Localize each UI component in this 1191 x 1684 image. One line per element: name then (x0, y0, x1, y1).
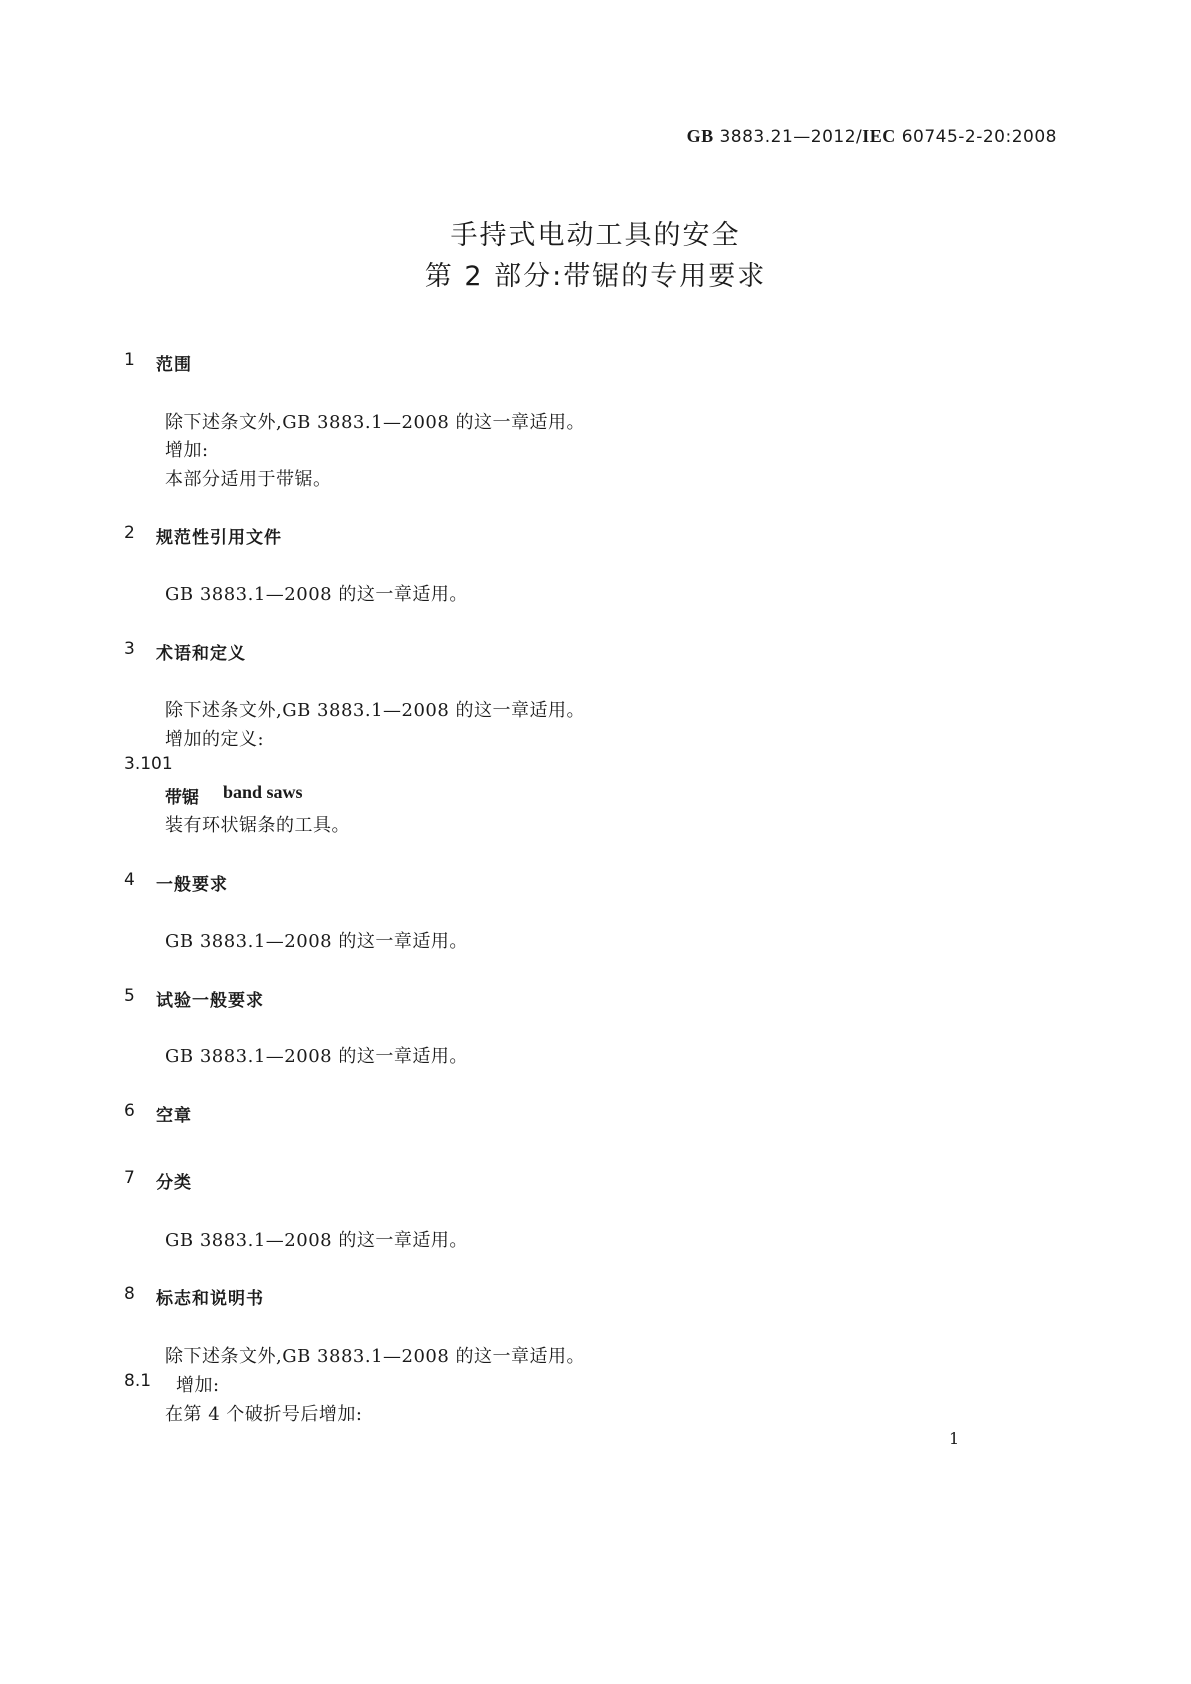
section-heading: 分类 (156, 1173, 192, 1193)
standard-prefix-gb: GB (686, 126, 714, 146)
paragraph: 除下述条文外,GB 3883.1—2008 的这一章适用。 (165, 412, 586, 433)
section-number: 1 (124, 350, 135, 370)
subclause-number: 8.1 (124, 1371, 152, 1391)
section-heading: 空章 (156, 1106, 192, 1126)
standard-suffix: 60745-2-20:2008 (901, 127, 1057, 147)
paragraph: GB 3883.1—2008 的这一章适用。 (165, 584, 468, 605)
standard-main: 3883.21—2012/ (719, 127, 863, 147)
section-number: 6 (124, 1101, 135, 1121)
term-definition: 装有环状锯条的工具。 (165, 815, 350, 836)
section-number: 7 (124, 1168, 135, 1188)
section-heading: 一般要求 (156, 875, 228, 895)
page-number: 1 (949, 1429, 960, 1448)
paragraph: 增加的定义: (165, 729, 265, 750)
paragraph: GB 3883.1—2008 的这一章适用。 (165, 931, 468, 952)
document-title-line2: 第 2 部分:带锯的专用要求 (424, 261, 767, 292)
term-chinese: 带锯 (165, 788, 199, 808)
term-english: band saws (223, 782, 303, 802)
section-heading: 术语和定义 (156, 644, 246, 664)
section-number: 8 (124, 1284, 135, 1304)
section-number: 3 (124, 639, 135, 659)
paragraph: 除下述条文外,GB 3883.1—2008 的这一章适用。 (165, 700, 586, 721)
section-number: 2 (124, 523, 135, 543)
paragraph: 在第 4 个破折号后增加: (165, 1404, 363, 1425)
standard-prefix-iec: IEC (862, 126, 896, 146)
paragraph: GB 3883.1—2008 的这一章适用。 (165, 1230, 468, 1251)
section-heading: 试验一般要求 (156, 991, 264, 1011)
paragraph: 增加: (165, 440, 209, 461)
section-heading: 标志和说明书 (156, 1289, 264, 1309)
subclause-text: 增加: (176, 1375, 220, 1396)
section-heading: 规范性引用文件 (156, 528, 282, 548)
section-number: 4 (124, 870, 135, 890)
document-title-line1: 手持式电动工具的安全 (450, 220, 741, 251)
paragraph: GB 3883.1—2008 的这一章适用。 (165, 1046, 468, 1067)
section-heading: 范围 (156, 355, 192, 375)
clause-number: 3.101 (124, 754, 173, 774)
paragraph: 除下述条文外,GB 3883.1—2008 的这一章适用。 (165, 1346, 586, 1367)
standard-code (687, 126, 1057, 147)
section-number: 5 (124, 986, 135, 1006)
paragraph: 本部分适用于带锯。 (165, 469, 332, 490)
